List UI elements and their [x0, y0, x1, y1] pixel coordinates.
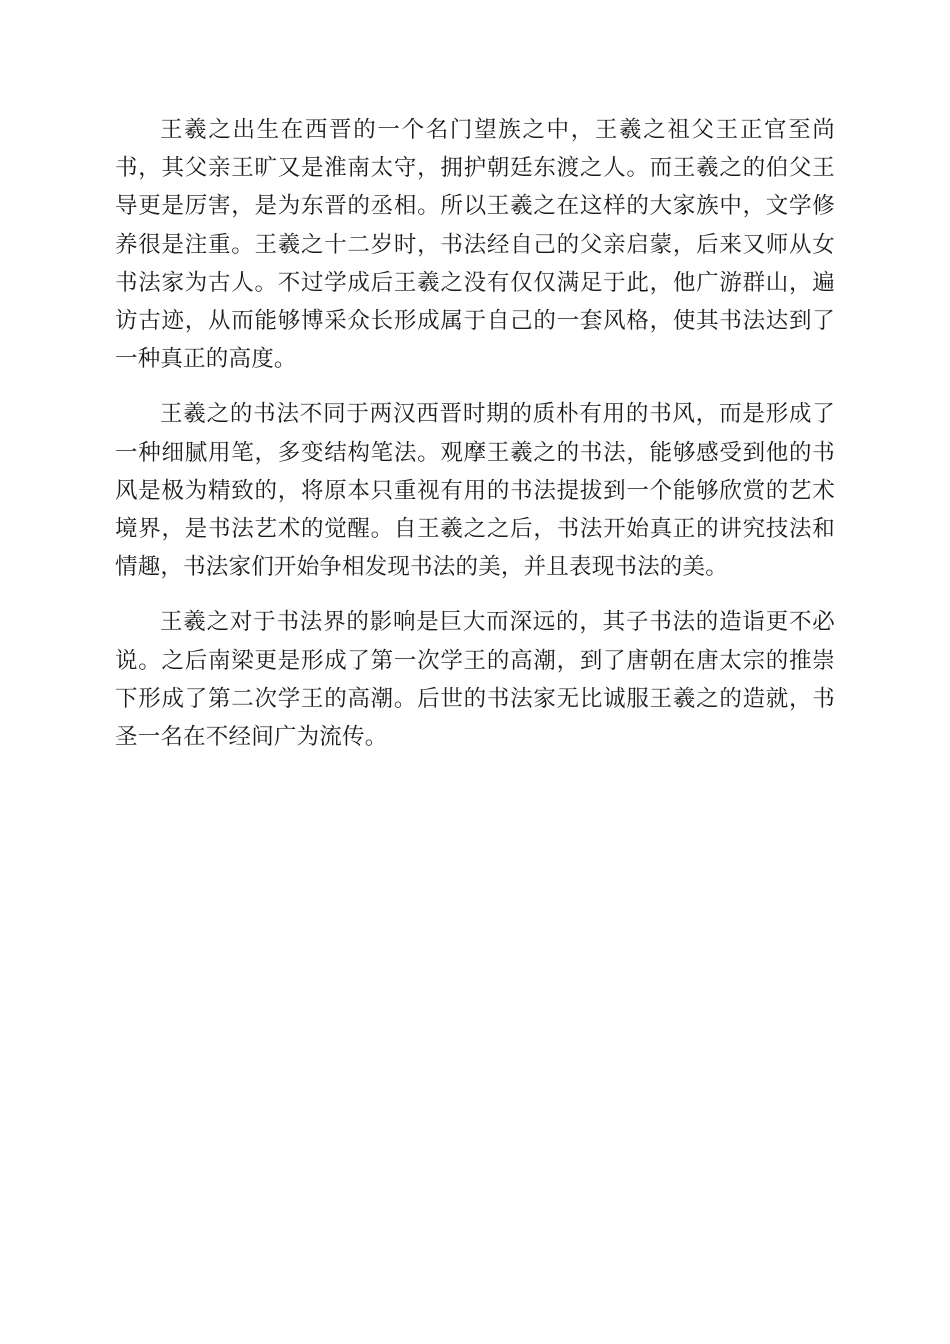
paragraph-3: 王羲之对于书法界的影响是巨大而深远的，其子书法的造诣更不必说。之后南梁更是形成了第一次学王的高潮，到了唐朝在唐太宗的推崇下形成了第二次学王的高潮。后世的书法家无比诚服王羲之的造就，书圣一名在不经间广为流传。	[115, 609, 835, 751]
paragraph-1: 王羲之出生在西晋的一个名门望族之中，王羲之祖父王正官至尚书，其父亲王旷又是淮南太守，拥护朝廷东渡之人。而王羲之的伯父王导更是厉害，是为东晋的丞相。所以王羲之在这样的大家族中，文学修养很是注重。王羲之十二岁时，书法经自己的父亲启蒙，后来又师从女书法家为古人。不过学成后王羲之没有仅仅满足于此，他广游群山，遍访古迹，从而能够博采众长形成属于自己的一套风格，使其书法达到了一种真正的高度。	[115, 117, 835, 373]
document-body	[115, 111, 835, 773]
paragraph-2: 王羲之的书法不同于两汉西晋时期的质朴有用的书风，而是形成了一种细腻用笔，多变结构笔法。观摩王羲之的书法，能够感受到他的书风是极为精致的，将原本只重视有用的书法提拔到一个能够欣赏的艺术境界，是书法艺术的觉醒。自王羲之之后，书法开始真正的讲究技法和情趣，书法家们开始争相发现书法的美，并且表现书法的美。	[115, 401, 835, 581]
